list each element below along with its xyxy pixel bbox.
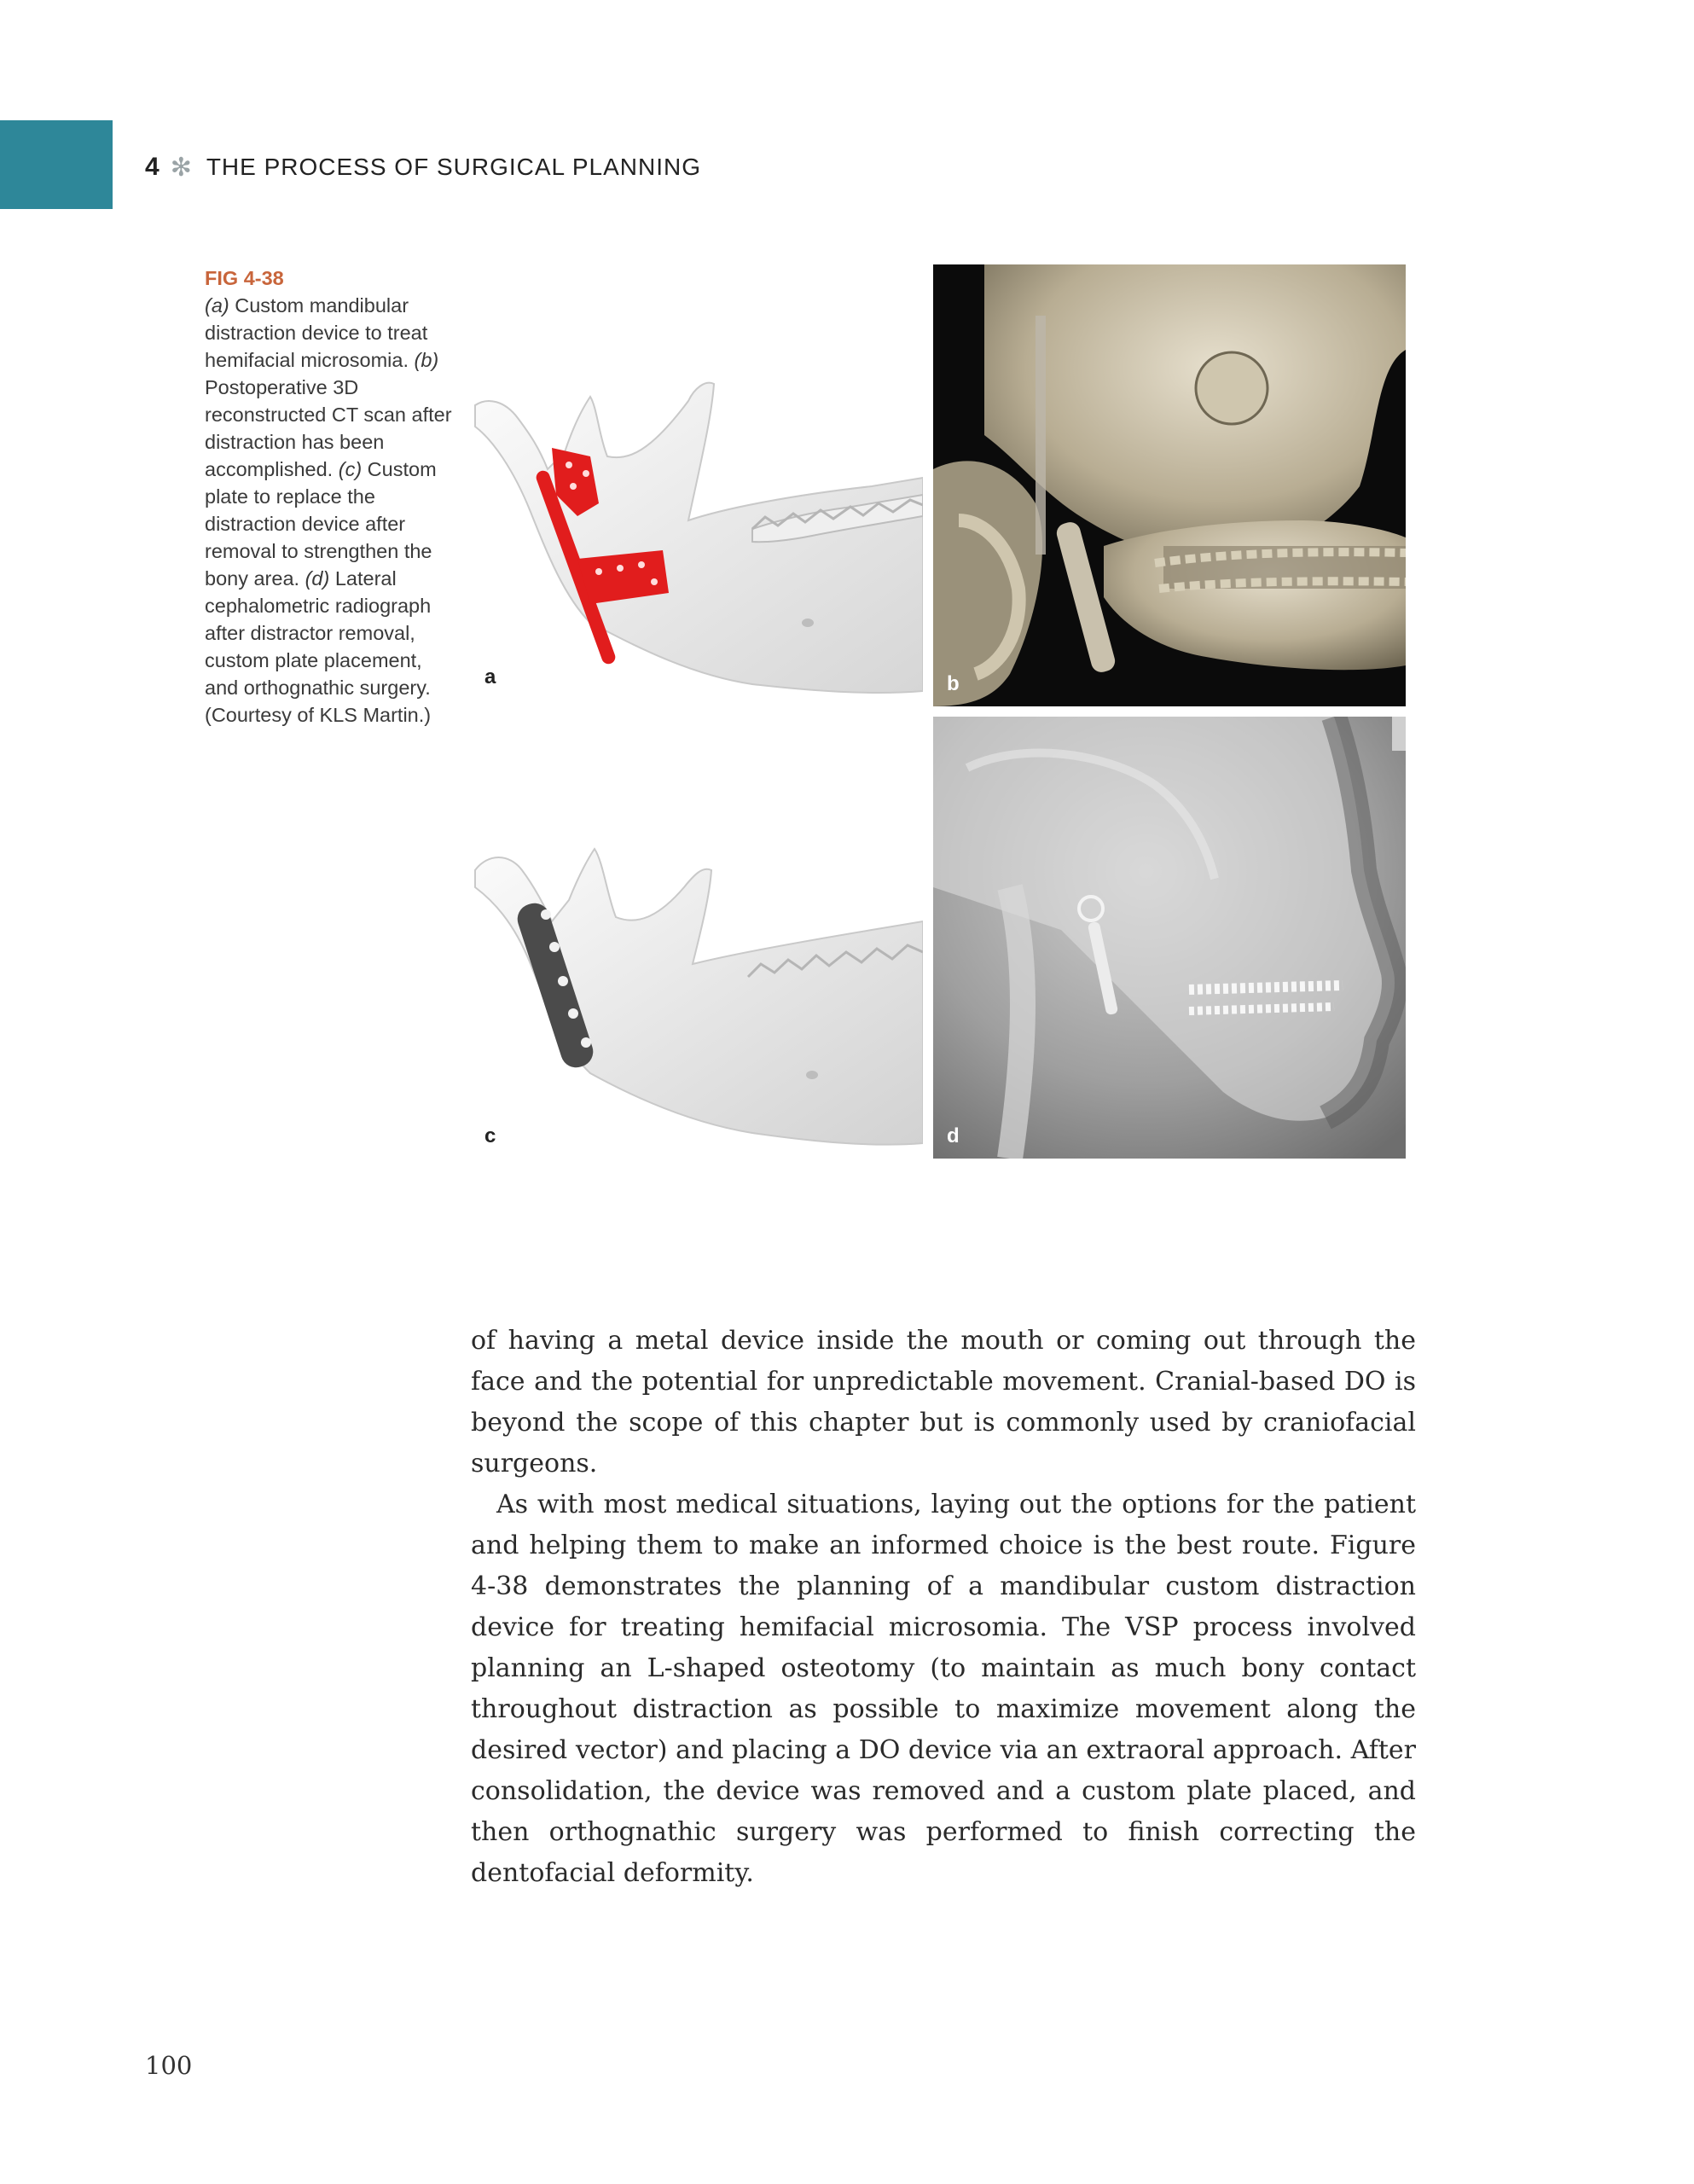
body-text — [471, 1321, 1416, 1894]
asterisk-icon: ✻ — [170, 153, 193, 182]
mandible-distractor-image — [471, 367, 923, 708]
body-paragraph-2: As with most medical situations, laying out the options for the patient and helping them to make an informed choice is the best route. Figure 4-38 demonstrates the planning of a mandibular custom distraction device for treating hemifacial microsomia. The VSP process involved planning an L-shaped osteotomy (to maintain as much bony contact throughout distraction as possible to maximize movement along the desired vector) and placing a DO device via an extraoral approach. After consolidation, the device was removed and a custom plate placed, and then orthognathic surgery was performed to finish correcting the dentofacial deformity. — [471, 1490, 1416, 1888]
body-paragraph-1: of having a metal device inside the mouth or coming out through the face and the potential for unpredictable movement. Cranial-based DO is beyond the scope of this chapter but is commonly used by craniofacial surgeons. — [471, 1326, 1416, 1478]
panel-label-d: d — [947, 1124, 960, 1147]
caption-text-d: Lateral cephalometric radiograph after distractor removal, custom plate placement, and orthognathic surgery. (Courtesy of KLS Martin.) — [205, 567, 432, 726]
radiograph-image — [933, 717, 1406, 1159]
panel-label-a: a — [484, 665, 496, 688]
caption-text-c: Custom plate to replace the distraction device after removal to strengthen the bony area. — [205, 458, 437, 590]
caption-text-a: Custom mandibular distraction device to treat hemifacial microsomia. — [205, 294, 428, 371]
caption-label-a: (a) — [205, 294, 229, 317]
chapter-number: 4 — [145, 153, 160, 181]
caption-label-d: (d) — [305, 567, 330, 590]
panel-label-c: c — [484, 1124, 496, 1147]
chapter-color-tab — [0, 120, 113, 209]
figure-number: FIG 4-38 — [205, 267, 284, 289]
figure-panel-a — [471, 367, 923, 708]
figure-caption — [205, 264, 452, 729]
running-head — [145, 150, 701, 184]
page-number: 100 — [145, 2051, 193, 2080]
figure-panel-c — [471, 819, 923, 1160]
caption-text-b: Postoperative 3D reconstructed CT scan after distraction has been accomplished. — [205, 376, 452, 480]
panel-label-b: b — [947, 672, 960, 695]
figure-panel-d — [933, 717, 1406, 1159]
chapter-title: THE PROCESS OF SURGICAL PLANNING — [206, 154, 702, 180]
figure-panel-b — [933, 264, 1406, 706]
caption-label-b: (b) — [414, 349, 439, 371]
mandible-plate-image — [471, 819, 923, 1160]
ct-scan-image — [933, 264, 1406, 706]
caption-label-c: (c) — [338, 458, 363, 480]
